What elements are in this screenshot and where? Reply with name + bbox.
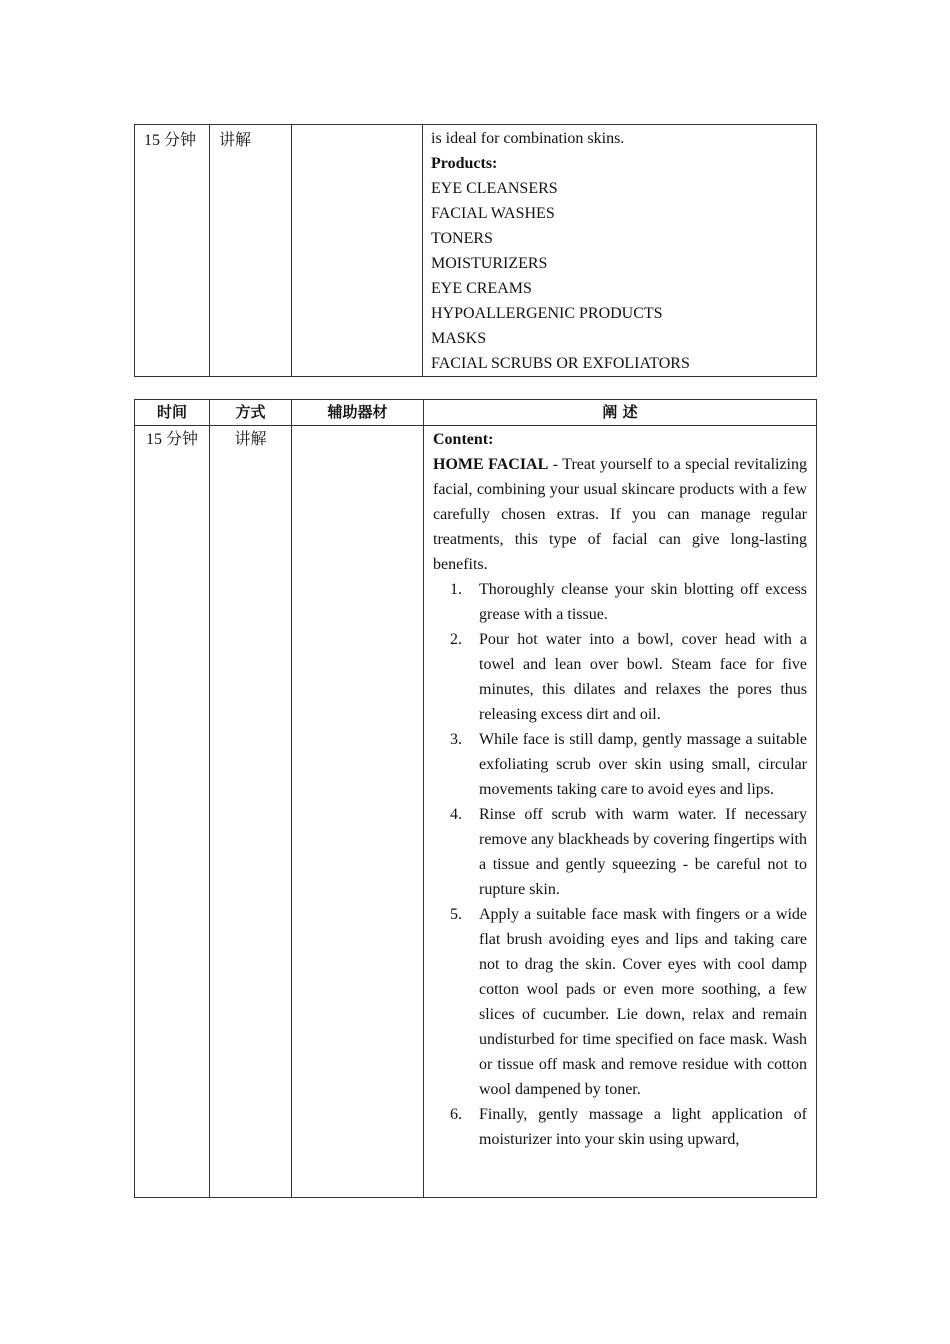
step-item bbox=[433, 802, 807, 902]
step-item bbox=[433, 577, 807, 627]
step-item bbox=[433, 902, 807, 1102]
products-list bbox=[431, 126, 812, 376]
description-line: is ideal for combination skins. bbox=[431, 130, 625, 147]
step-number: 2. bbox=[450, 631, 462, 648]
mode-cell: 讲解 bbox=[210, 125, 292, 377]
step-text: Apply a suitable face mask with fingers or a wide flat brush avoiding eyes and lips and taking care not to drag the skin. Cover eyes with cool damp cotton wool pads or even more soothing, a few slices of cucumber. Lie down, relax and remain undisturbed for time specified on face mask. Wash or tissue off mask and remove residue with cotton wool dampened by toner. bbox=[479, 906, 807, 1098]
step-item bbox=[433, 1102, 807, 1152]
step-number: 3. bbox=[450, 731, 462, 748]
step-number: 1. bbox=[450, 581, 462, 598]
description-line: EYE CLEANSERS bbox=[431, 180, 558, 197]
header-description: 阐 述 bbox=[424, 400, 817, 426]
intro-paragraph bbox=[433, 452, 807, 577]
mode-cell: 讲解 bbox=[210, 426, 292, 1198]
time-cell: 15 分钟 bbox=[135, 125, 210, 377]
step-number: 5. bbox=[450, 906, 462, 923]
description-line: Products: bbox=[431, 155, 498, 172]
intro-text: - Treat yourself to a special revitalizing facial, combining your usual skincare products with a few carefully chosen extras. If you can manage regular treatments, this type of facial can give long-lasting benefits. bbox=[433, 456, 807, 573]
body-row bbox=[135, 426, 817, 1198]
header-time: 时间 bbox=[135, 400, 210, 426]
aid-cell bbox=[292, 426, 424, 1198]
aid-cell bbox=[292, 125, 423, 377]
steps-list bbox=[433, 577, 807, 1152]
intro-title: HOME FACIAL bbox=[433, 456, 549, 473]
description-cell bbox=[423, 125, 817, 377]
description-line: EYE CREAMS bbox=[431, 280, 532, 297]
lesson-table bbox=[134, 399, 817, 1198]
description-content bbox=[433, 427, 807, 1197]
description-line: FACIAL WASHES bbox=[431, 205, 555, 222]
step-item bbox=[433, 627, 807, 727]
step-text: Thoroughly cleanse your skin blotting off excess grease with a tissue. bbox=[479, 581, 807, 623]
step-item bbox=[433, 727, 807, 802]
step-number: 4. bbox=[450, 806, 462, 823]
header-row bbox=[135, 400, 817, 426]
time-cell: 15 分钟 bbox=[135, 426, 210, 1198]
step-text: Finally, gently massage a light application of moisturizer into your skin using upward, bbox=[479, 1106, 807, 1148]
description-line: FACIAL SCRUBS OR EXFOLIATORS bbox=[431, 355, 690, 372]
description-line: TONERS bbox=[431, 230, 493, 247]
step-number: 6. bbox=[450, 1106, 462, 1123]
step-text: Rinse off scrub with warm water. If necessary remove any blackheads by covering fingertips with a tissue and gently squeezing - be careful not to rupture skin. bbox=[479, 806, 807, 898]
description-line: MASKS bbox=[431, 330, 487, 347]
description-line: HYPOALLERGENIC PRODUCTS bbox=[431, 305, 663, 322]
continuation-table bbox=[134, 124, 817, 377]
description-cell bbox=[424, 426, 817, 1198]
step-text: Pour hot water into a bowl, cover head with a towel and lean over bowl. Steam face for five minutes, this dilates and relaxes the pores thus releasing excess dirt and oil. bbox=[479, 631, 807, 723]
content-label: Content: bbox=[433, 431, 494, 448]
header-aid: 辅助器材 bbox=[292, 400, 424, 426]
header-mode: 方式 bbox=[210, 400, 292, 426]
description-line: MOISTURIZERS bbox=[431, 255, 548, 272]
step-text: While face is still damp, gently massage a suitable exfoliating scrub over skin using small, circular movements taking care to avoid eyes and lips. bbox=[479, 731, 807, 798]
